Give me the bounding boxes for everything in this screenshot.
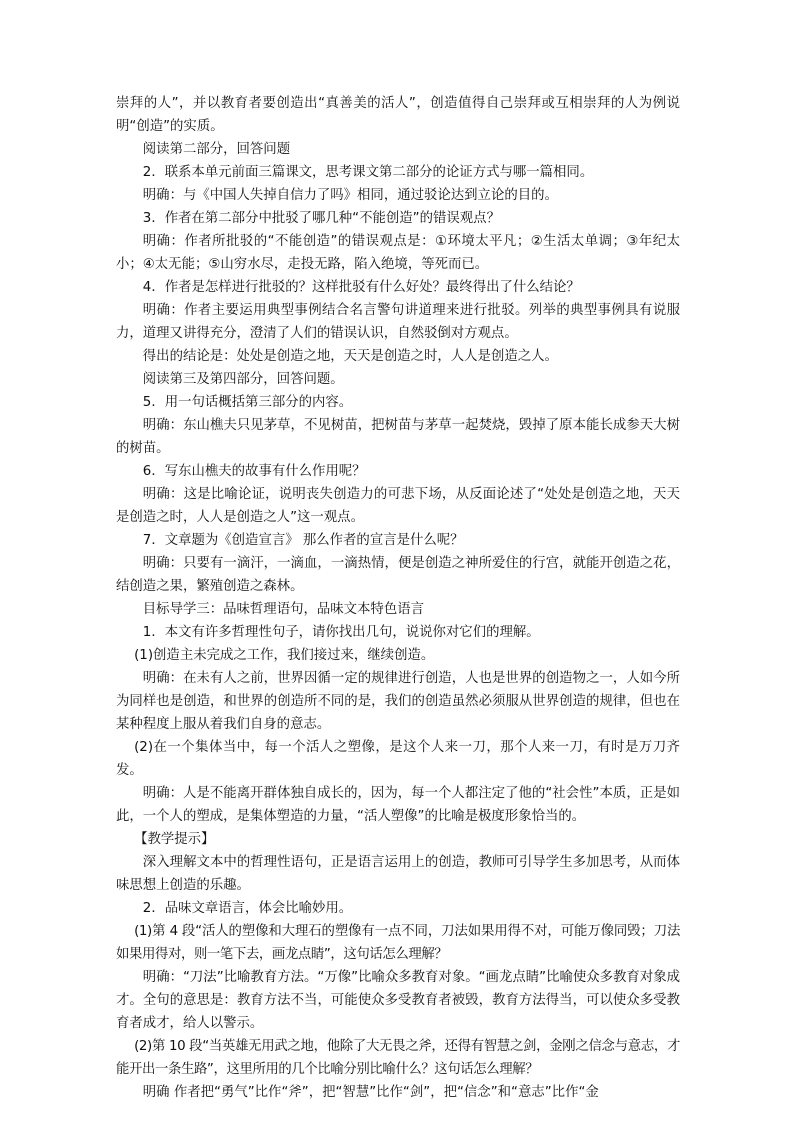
answer-6: 明确：这是比喻论证，说明丧失创造力的可悲下场，从反面论述了“处处是创造之地，天天是创造之时，人人是创造之人”这一观点。 [116, 487, 680, 525]
answer-quote-1: 明确：在未有人之前，世界因循一定的规律进行创造，人也是世界的创造物之一，人如今所为同样也是创造，和世界的创造所不同的是，我们的创造虽然必须服从世界创造的规律，但也在某种程度上服从着我们自身的意志。 [116, 671, 680, 732]
quote-1: (1)创造主未完成之工作，我们接过来，继续创造。 [134, 648, 435, 663]
question-1: 1．本文有许多哲理性句子，请你找出几句，说说你对它们的理解。 [142, 625, 540, 640]
question-2: 2．联系本单元前面三篇课文，思考课文第二部分的论证方式与哪一篇相同。 [142, 165, 594, 180]
answer-3: 明确：作者所批驳的“不能创造”的错误观点是：①环境太平凡；②生活太单调；③年纪太小；④太无能；⑤山穷水尽，走投无路，陷入绝境，等死而已。 [116, 234, 680, 272]
section-instruction: 阅读第三及第四部分，回答问题。 [142, 372, 344, 387]
teaching-tip-heading: 【教学提示】 [134, 832, 215, 847]
learning-goal-3: 目标导学三：品味哲理语句，品味文本特色语言 [142, 602, 424, 617]
teaching-tip: 深入理解文本中的哲理性语句，正是语言运用上的创造，教师可引导学生多加思考，从而体味思想上创造的乐趣。 [116, 855, 680, 893]
question-5: 5．用一句话概括第三部分的内容。 [142, 395, 353, 410]
answer-7: 明确：只要有一滴汗，一滴血，一滴热情，便是创造之神所爱住的行宫，就能开创造之花，结创造之果，繁殖创造之森林。 [116, 556, 680, 594]
paragraph-continuation: 崇拜的人”，并以教育者要创造出“真善美的活人”，创造值得自己崇拜或互相崇拜的人为例说明“创造”的实质。 [116, 96, 680, 134]
question-3: 3．作者在第二部分中批驳了哪几种“不能创造”的错误观点？ [142, 211, 500, 226]
answer-5: 明确：东山樵夫只见茅草，不见树苗，把树苗与茅草一起焚烧，毁掉了原本能长成参天大树的树苗。 [116, 418, 680, 456]
section-instruction: 阅读第二部分，回答问题 [142, 142, 291, 157]
question-6: 6．写东山樵夫的故事有什么作用呢？ [142, 464, 366, 479]
quote-para-10: (2)第 10 段“当英雄无用武之地，他除了大无畏之斧，还得有智慧之剑，金刚之信念与意志，才能开出一条生路”，这里所用的几个比喻分别比喻什么？这句话怎么理解？ [116, 1039, 680, 1077]
quote-para-4: (1)第 4 段“活人的塑像和大理石的塑像有一点不同，刀法如果用得不对，可能万像同毁；刀法如果用得对，则一笔下去，画龙点睛”，这句话怎么理解？ [116, 924, 680, 962]
answer-4: 明确：作者主要运用典型事例结合名言警句讲道理来进行批驳。列举的典型事例具有说服力，道理又讲得充分，澄清了人们的错误认识，自然驳倒对方观点。 [116, 303, 680, 341]
answer-para-10: 明确 作者把“勇气”比作“斧”，把“智慧”比作“剑”，把“信念”和“意志”比作“金 [142, 1085, 599, 1100]
question-4: 4．作者是怎样进行批驳的？这样批驳有什么好处？最终得出了什么结论？ [142, 280, 580, 295]
answer-quote-2: 明确：人是不能离开群体独自成长的，因为，每一个人都注定了他的“社会性”本质，正是如此，一个人的塑成，是集体塑造的力量，“活人塑像”的比喻是极度形象恰当的。 [116, 786, 680, 824]
quote-2: (2)在一个集体当中，每一个活人之塑像，是这个人来一刀，那个人来一刀，有时是万刀齐发。 [116, 740, 680, 778]
document-body [116, 92, 680, 1104]
conclusion-4: 得出的结论是：处处是创造之地，天天是创造之时，人人是创造之人。 [142, 349, 558, 364]
question-2b: 2．品味文章语言，体会比喻妙用。 [142, 901, 353, 916]
question-7: 7．文章题为《创造宣言》 那么作者的宣言是什么呢？ [142, 533, 464, 548]
answer-2: 明确：与《中国人失掉自信力了吗》相同，通过驳论达到立论的目的。 [142, 188, 558, 203]
answer-para-4: 明确：“刀法”比喻教育方法。“万像”比喻众多教育对象。“画龙点睛”比喻使众多教育对象成才。全句的意思是：教育方法不当，可能使众多受教育者被毁，教育方法得当，可以使众多受教育者成才，给人以警示。 [116, 970, 680, 1031]
